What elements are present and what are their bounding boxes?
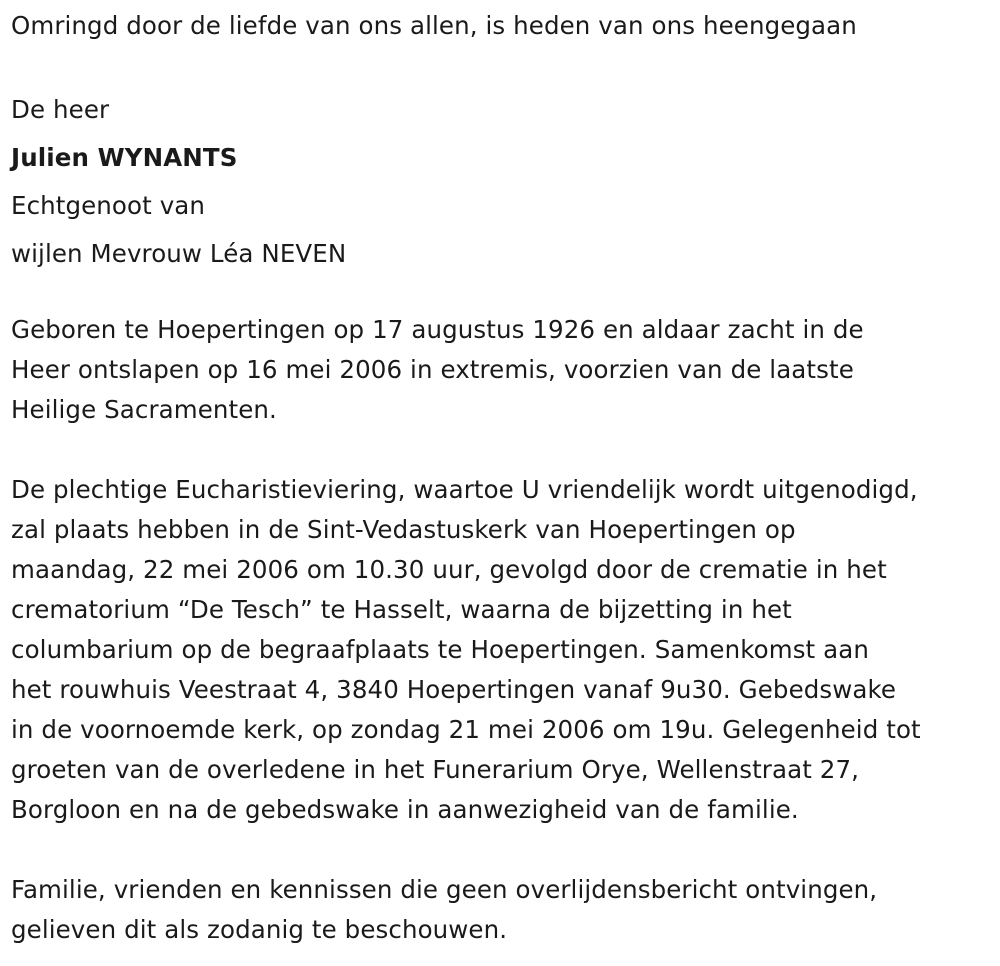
spacer bbox=[11, 46, 996, 86]
paragraph-line: in de voornoemde kerk, op zondag 21 mei 2006 om 19u. Gelegenheid tot bbox=[11, 715, 921, 744]
paragraph-line: Heer ontslapen op 16 mei 2006 in extremis, voorzien van de laatste bbox=[11, 355, 854, 384]
birth-paragraph bbox=[11, 310, 996, 430]
death-notice bbox=[11, 0, 996, 950]
paragraph-line: zal plaats hebben in de Sint-Vedastuskerk van Hoepertingen op bbox=[11, 515, 796, 544]
paragraph-line: Borgloon en na de gebedswake in aanwezigheid van de familie. bbox=[11, 795, 799, 824]
paragraph-line: groeten van de overledene in het Funerarium Orye, Wellenstraat 27, bbox=[11, 755, 860, 784]
paragraph-line: maandag, 22 mei 2006 om 10.30 uur, gevolgd door de crematie in het bbox=[11, 555, 887, 584]
opening-line: Omringd door de liefde van ons allen, is heden van ons heengegaan bbox=[11, 11, 857, 40]
paragraph-line: Heilige Sacramenten. bbox=[11, 395, 277, 424]
ceremony-paragraph bbox=[11, 470, 996, 830]
deceased-name: Julien WYNANTS bbox=[11, 143, 238, 172]
deceased-title: De heer bbox=[11, 95, 110, 124]
paragraph-line: De plechtige Eucharistieviering, waartoe U vriendelijk wordt uitgenodigd, bbox=[11, 475, 918, 504]
paragraph-line: columbarium op de begraafplaats te Hoepertingen. Samenkomst aan bbox=[11, 635, 870, 664]
spacer bbox=[11, 430, 996, 470]
closing-paragraph bbox=[11, 870, 996, 950]
spacer bbox=[11, 830, 996, 870]
relation-label: Echtgenoot van bbox=[11, 191, 206, 220]
paragraph-line: crematorium “De Tesch” te Hasselt, waarna de bijzetting in het bbox=[11, 595, 792, 624]
paragraph-line: het rouwhuis Veestraat 4, 3840 Hoepertingen vanaf 9u30. Gebedswake bbox=[11, 675, 897, 704]
paragraph-line: Familie, vrienden en kennissen die geen overlijdensbericht ontvingen, bbox=[11, 875, 878, 904]
spouse-name: wijlen Mevrouw Léa NEVEN bbox=[11, 239, 347, 268]
spacer bbox=[11, 278, 996, 310]
paragraph-line: gelieven dit als zodanig te beschouwen. bbox=[11, 915, 508, 944]
paragraph-line: Geboren te Hoepertingen op 17 augustus 1926 en aldaar zacht in de bbox=[11, 315, 864, 344]
